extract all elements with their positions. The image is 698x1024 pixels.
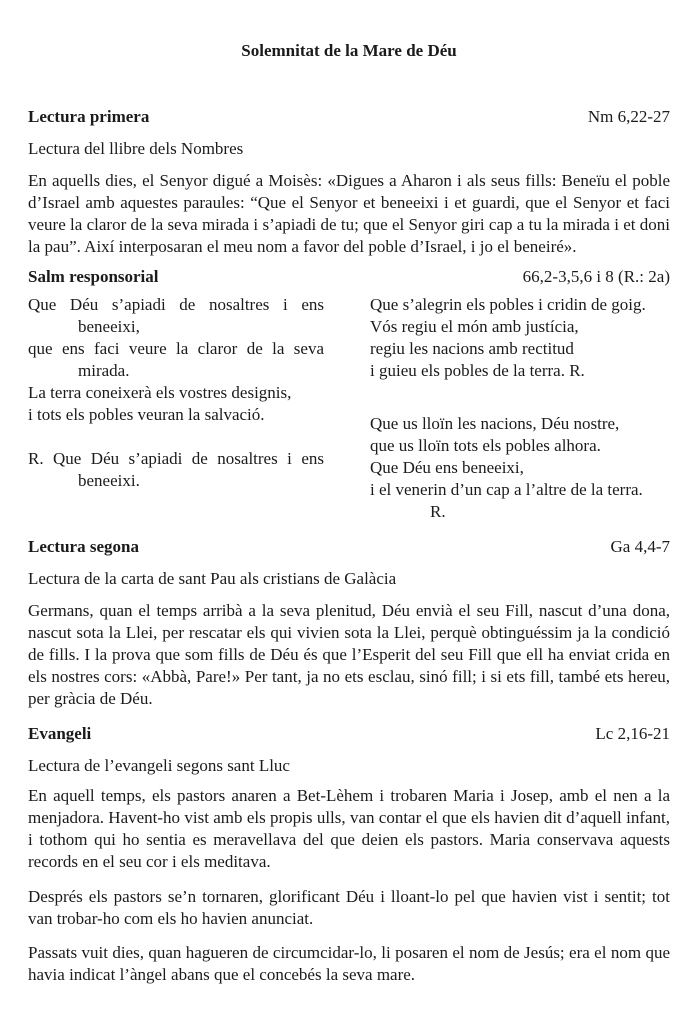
gospel-source: Lectura de l’evangeli segons sant Lluc bbox=[28, 756, 290, 775]
psalm-verse-line: Que Déu ens beneeixi, bbox=[370, 458, 524, 477]
gospel-reference: Lc 2,16-21 bbox=[595, 724, 670, 743]
psalm-verse-line: La terra coneixerà els vostres designis, bbox=[28, 383, 292, 402]
gospel-paragraph: En aquell temps, els pastors anaren a Bet-Lèhem i trobaren Maria i Josep, amb el nen a la menjadora. Havent-ho vist amb els propis ulls, van contar el que els havien dit d’aquell infant, i tothom qui ho sentia es meravellava del que deien els pastors. Maria conservava aquests records en el seu cor i els meditava. bbox=[28, 786, 670, 871]
reading1-header bbox=[28, 106, 670, 128]
psalm-verse-line: beneeixi, bbox=[78, 317, 140, 336]
psalm-verse-line: Que s’alegrin els pobles i cridin de goig. bbox=[370, 295, 646, 314]
gospel-paragraph: Passats vuit dies, quan hagueren de circumcidar-lo, li posaren el nom de Jesús; era el nom que havia indicat l’àngel abans que el concebés la seva mare. bbox=[28, 943, 670, 984]
page-title: Solemnitat de la Mare de Déu bbox=[241, 41, 457, 60]
section-reading1 bbox=[28, 106, 670, 258]
psalm-response-line: R. Que Déu s’apiadi de nosaltres i ens bbox=[28, 449, 324, 468]
psalm-verse-line: i el venerin d’un cap a l’altre de la terra. bbox=[370, 480, 643, 499]
psalm-verse-line: Que us lloïn les nacions, Déu nostre, bbox=[370, 414, 620, 433]
psalm-verse-line: regiu les nacions amb rectitud bbox=[370, 339, 574, 358]
psalm-verse-line: Que Déu s’apiadi de nosaltres i ens bbox=[28, 295, 324, 314]
reading1-body: En aquells dies, el Senyor digué a Moisès: «Digues a Aharon i als seus fills: Beneïu el poble d’Israel amb aquestes paraules: “Que el Senyor et beneeixi i et guardi, que el Senyor et faci veure la claror de la seva mirada i s’apiadi de tu; que el Senyor giri cap a tu la mirada i et doni la pau”. Així interposaran el meu nom a favor del poble d’Israel, i jo el beneiré». bbox=[28, 171, 670, 256]
reading2-source: Lectura de la carta de sant Pau als cristians de Galàcia bbox=[28, 569, 397, 588]
reading2-heading: Lectura segona bbox=[28, 537, 139, 556]
gospel-header bbox=[28, 723, 670, 745]
psalm-header bbox=[28, 266, 670, 288]
psalm-response-line: beneeixi. bbox=[78, 471, 140, 490]
psalm-verse-line: i guieu els pobles de la terra. R. bbox=[370, 361, 585, 380]
gospel-heading: Evangeli bbox=[28, 724, 92, 743]
reading1-heading: Lectura primera bbox=[28, 107, 150, 126]
psalm-verse-line: i tots els pobles veuran la salvació. bbox=[28, 405, 265, 424]
section-gospel bbox=[28, 723, 670, 986]
psalm-verse-line: que ens faci veure la claror de la seva bbox=[28, 339, 324, 358]
psalm-left-column bbox=[28, 294, 324, 523]
reading1-source: Lectura del llibre dels Nombres bbox=[28, 139, 244, 158]
psalm-right-column bbox=[370, 294, 670, 523]
section-psalm bbox=[28, 266, 670, 523]
psalm-verse-line: mirada. bbox=[78, 361, 130, 380]
reading1-reference: Nm 6,22-27 bbox=[587, 107, 670, 126]
psalm-heading: Salm responsorial bbox=[28, 267, 159, 286]
psalm-response-mark: R. bbox=[430, 502, 446, 521]
reading2-header bbox=[28, 536, 670, 558]
psalm-verse-line: Vós regiu el món amb justícia, bbox=[370, 317, 579, 336]
reading2-reference: Ga 4,4-7 bbox=[610, 537, 670, 556]
section-reading2 bbox=[28, 536, 670, 710]
gospel-paragraph: Després els pastors se’n tornaren, glorificant Déu i lloant-lo pel que havien vist i sentit; tot van trobar-ho com els ho havien anunciat. bbox=[28, 887, 670, 928]
reading2-body: Germans, quan el temps arribà a la seva plenitud, Déu envià el seu Fill, nascut d’una dona, nascut sota la Llei, per rescatar els qui vivien sota la Llei, perquè obtinguéssim ja la condició de fills. I la prova que som fills de Déu és que l’Esperit del seu Fill que ell ha enviat crida en els nostres cors: «Abbà, Pare!» Per tant, ja no ets esclau, sinó fill; i si ets fill, també ets hereu, per gràcia de Déu. bbox=[28, 601, 670, 708]
psalm-columns bbox=[28, 294, 670, 523]
psalm-verse-line: que us lloïn tots els pobles alhora. bbox=[370, 436, 601, 455]
psalm-reference: 66,2-3,5,6 i 8 (R.: 2a) bbox=[522, 267, 670, 286]
